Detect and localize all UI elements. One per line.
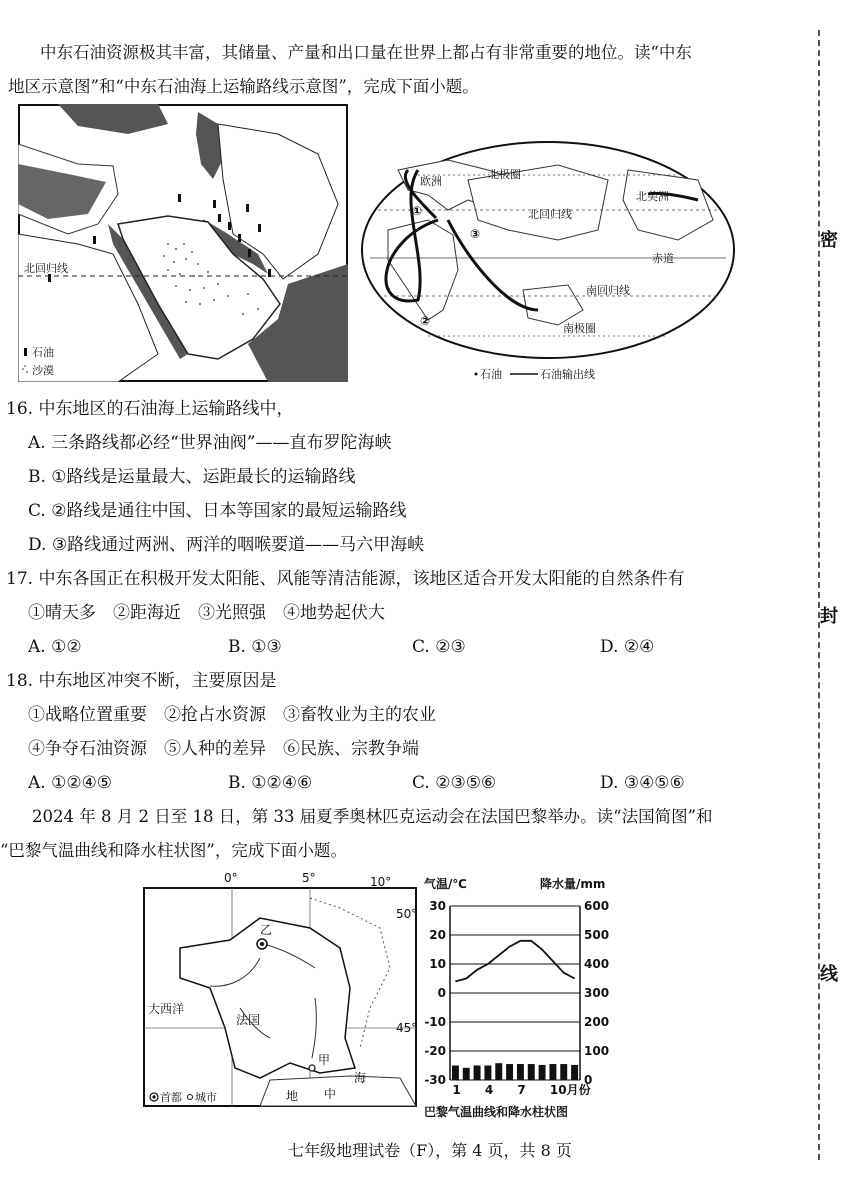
precip-bar-7: [517, 1064, 524, 1080]
legend-desert-label: 沙漠: [32, 364, 54, 377]
sea-label-zhong: 中: [324, 1087, 337, 1101]
q17-option-d: D. ②④: [600, 637, 655, 657]
q17-option-c: C. ②③: [412, 637, 466, 657]
france-map: [140, 868, 420, 1118]
right-tick-label: 400: [584, 957, 610, 971]
ylabel-right: 降水量/mm: [540, 877, 606, 891]
legend-capital-label: 首都: [160, 1091, 182, 1104]
q16-option-a: A. 三条路线都必经“世界油阀”——直布罗陀海峡: [28, 433, 392, 453]
atlantic-label: 大西洋: [148, 1002, 185, 1016]
precip-bar-11: [560, 1064, 567, 1080]
left-tick-label: 20: [429, 928, 446, 942]
europe-label: 欧洲: [420, 175, 442, 188]
lon-5-label: 5°: [302, 871, 316, 885]
lat-50-label: 50°: [396, 907, 418, 921]
q18-option-a: A. ①②④⑤: [28, 773, 113, 793]
q16-option-c: C. ②路线是通往中国、日本等国家的最短运输路线: [28, 501, 407, 521]
x-tick-label: 10月份: [549, 1083, 591, 1097]
ylabel-left: 气温/℃: [424, 877, 467, 891]
q17-option-a: A. ①②: [28, 637, 82, 657]
tropic-capricorn-label: 南回归线: [586, 284, 630, 297]
right-tick-label: 200: [584, 1015, 610, 1029]
left-tick-label: 30: [429, 899, 446, 913]
intro1-line2: 地区示意图”和“中东石油海上运输路线示意图”，完成下面小题。: [8, 77, 479, 96]
legend-oil-label: 石油: [32, 346, 54, 359]
lon-10-label: 10°: [370, 875, 392, 889]
world-oil-route-map: [358, 140, 738, 380]
binding-mark-xian: 线: [820, 956, 838, 990]
left-tick-label: -20: [424, 1044, 446, 1058]
antarctic-circle-label: 南极圈: [563, 322, 596, 335]
lon-0-label: 0°: [224, 871, 238, 885]
precip-bar-3: [474, 1066, 481, 1081]
yi-label: 乙: [260, 923, 273, 937]
arctic-circle-label: 北极圈: [488, 168, 521, 181]
middle-east-map: [18, 104, 348, 382]
legend-route-label: 石油输出线: [540, 368, 595, 380]
city-legend-icon: [188, 1095, 193, 1100]
right-tick-label: 0: [584, 1073, 593, 1087]
jia-city-icon: [309, 1065, 315, 1071]
north-america-label: 北美洲: [636, 190, 669, 203]
right-tick-label: 300: [584, 986, 610, 1000]
chart-title: 巴黎气温曲线和降水柱状图: [424, 1105, 569, 1119]
q17-items: ①晴天多 ②距海近 ③光照强 ④地势起伏大: [28, 603, 385, 623]
precip-bar-6: [506, 1064, 513, 1080]
right-tick-label: 500: [584, 928, 610, 942]
q18-option-b: B. ①②④⑥: [228, 773, 313, 793]
tropic-label: 北回归线: [24, 262, 68, 275]
left-tick-label: -10: [424, 1015, 446, 1029]
route-2-label: ②: [420, 314, 431, 328]
intro2-line2: “巴黎气温曲线和降水柱状图”，完成下面小题。: [0, 841, 347, 860]
intro2-line1: 2024 年 8 月 2 日至 18 日，第 33 届夏季奥林匹克运动会在法国巴黎举办。读“法国简图”和: [32, 807, 713, 826]
binding-mark-feng: 封: [820, 598, 838, 632]
q18-items-2: ④争夺石油资源 ⑤人种的差异 ⑥民族、宗教争端: [28, 739, 419, 759]
x-tick-label: 4: [484, 1083, 494, 1097]
right-tick-label: 100: [584, 1044, 610, 1058]
q18-stem: 18. 中东地区冲突不断，主要原因是: [6, 671, 277, 691]
oil-legend-icon: [24, 348, 27, 356]
mediterranean-area: [260, 1076, 416, 1106]
right-tick-label: 600: [584, 899, 610, 913]
precip-bar-10: [549, 1064, 556, 1080]
precip-bar-12: [571, 1065, 578, 1080]
x-tick-label: 1: [452, 1083, 461, 1097]
left-tick-label: 10: [429, 957, 446, 971]
oil-legend-icon: [475, 373, 478, 376]
temperature-line: [455, 941, 574, 982]
precip-bar-5: [495, 1063, 502, 1080]
x-tick-label: 7: [517, 1083, 526, 1097]
precip-bar-9: [539, 1065, 546, 1080]
intro1-line1: 中东石油资源极其丰富，其储量、产量和出口量在世界上都占有非常重要的地位。读“中东: [40, 43, 692, 62]
q16-stem: 16. 中东地区的石油海上运输路线中，: [6, 399, 294, 419]
jia-label: 甲: [318, 1053, 331, 1067]
route-1-label: ①: [412, 204, 423, 218]
tropic-cancer-label: 北回归线: [528, 208, 572, 221]
precip-bar-4: [484, 1066, 491, 1081]
q17-option-b: B. ①③: [228, 637, 282, 657]
q18-option-c: C. ②③⑤⑥: [412, 773, 497, 793]
q17-stem: 17. 中东各国正在积极开发太阳能、风能等清洁能源，该地区适合开发太阳能的自然条件有: [6, 569, 685, 589]
precip-bar-1: [452, 1066, 459, 1081]
legend-city-label: 城市: [195, 1091, 217, 1104]
lat-45-label: 45°: [396, 1021, 418, 1035]
precip-bar-8: [528, 1064, 535, 1080]
binding-mark-mi: 密: [820, 222, 838, 256]
binding-line: [818, 30, 822, 1160]
q16-option-b: B. ①路线是运量最大、运距最长的运输路线: [28, 467, 356, 487]
sea-label-hai: 海: [354, 1071, 367, 1085]
paris-climate-chart: [420, 874, 620, 1124]
q16-option-d: D. ③路线通过两洲、两洋的咽喉要道——马六甲海峡: [28, 535, 425, 555]
route-3-label: ③: [470, 227, 481, 241]
left-tick-label: -30: [424, 1073, 446, 1087]
france-label: 法国: [236, 1013, 261, 1027]
left-tick-label: 0: [437, 986, 446, 1000]
q18-option-d: D. ③④⑤⑥: [600, 773, 685, 793]
page-footer: 七年级地理试卷（F），第 4 页，共 8 页: [288, 1141, 572, 1160]
legend-oil-label: 石油: [480, 368, 502, 380]
q18-items-1: ①战略位置重要 ②抢占水资源 ③畜牧业为主的农业: [28, 705, 436, 725]
precip-bar-2: [463, 1068, 470, 1080]
equator-label: 赤道: [652, 252, 674, 265]
sea-label-di: 地: [286, 1089, 299, 1103]
